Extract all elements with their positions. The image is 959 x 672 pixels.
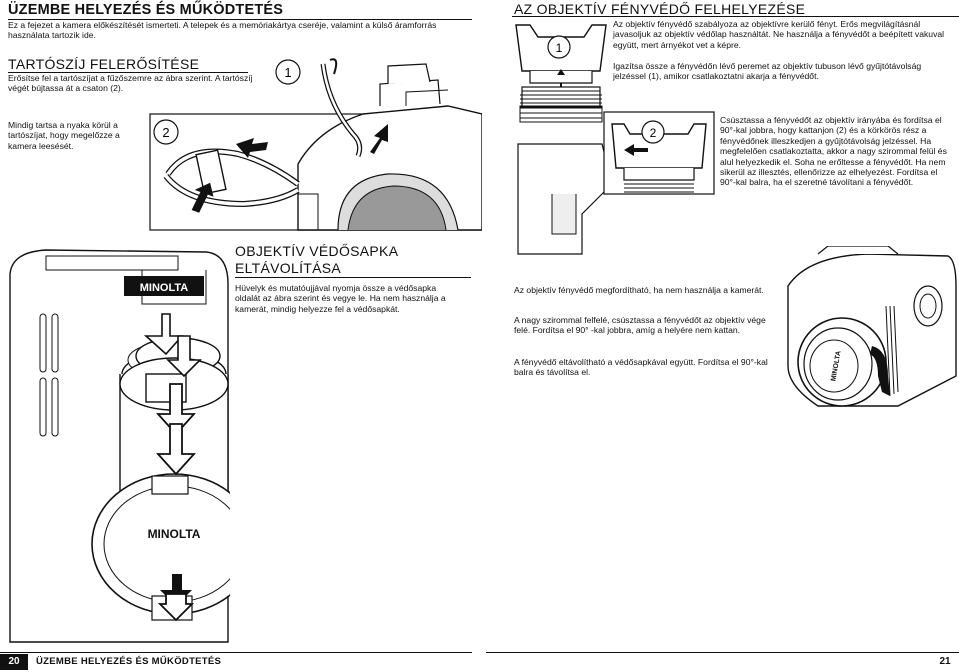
strap-step2-number: 2: [162, 125, 170, 140]
strap-step1-number: 1: [284, 65, 292, 80]
cap-text: Hüvelyk és mutatóujjával nyomja össze a védősapka oldalát az ábra szerint és vegye le. Ha nem használja a kamerát, mindig helyezze fel a védősapkát.: [235, 283, 446, 314]
hood-twist-illustration: [512, 104, 716, 256]
hood-attach-illustration: [512, 17, 610, 111]
reverse-text-1: Az objektív fényvédő megfordítható, ha nem használja a kamerát.: [514, 285, 764, 295]
hood-text-1: Az objektív fényvédő szabályoza az objektívre kerülő fényt. Erős megvilágításnál javasoljuk az objektív védőlap használtát. Ne használja a fényvédőt a beépített vakuval együtt, mert árnyékot vet a képre.: [613, 19, 945, 50]
strap-illustration: [148, 44, 482, 232]
reverse-text-3: A fényvédő eltávolítható a védősapkával együtt. Fordítsa el 90°-kal balra és távolítsa el.: [514, 357, 768, 378]
lens-cap-brand: MINOLTA: [147, 527, 201, 541]
cap-rule: [235, 277, 471, 278]
page-number-right: 21: [939, 656, 951, 667]
footer-rule-left: [0, 652, 472, 653]
hood-step1-number: 1: [555, 41, 563, 55]
camera-brand-top: MINOLTA: [139, 282, 189, 294]
strap-heading: TARTÓSZÍJ FELERŐSÍTÉSE: [8, 56, 200, 72]
lens-cap-illustration: [6, 244, 230, 648]
page-title: ÜZEMBE HELYEZÉS ÉS MŰKÖDTETÉS: [8, 2, 284, 18]
hood-step2-number: 2: [649, 126, 657, 140]
cap-heading-line2: ELTÁVOLÍTÁSA: [235, 260, 342, 276]
hood-text-2: Igazítsa össze a fényvédőn lévő peremet az objektív tubuson lévő gyűjtótávolság jelzéssel (1), amikor csatlakoztatni akarja a fényvédőt.: [613, 61, 922, 82]
page-number-left: 20: [0, 654, 28, 670]
strap-text: Erősítse fel a tartószíjat a fűzőszemre az ábra szerint. A tartószíj végét bújtassa át a csaton (2).: [8, 73, 253, 94]
footer-title: ÜZEMBE HELYEZÉS ÉS MŰKÖDTETÉS: [36, 656, 222, 667]
reversed-hood-illustration: [778, 246, 958, 410]
reverse-text-2: A nagy szirommal felfelé, csúsztassa a fényvédőt az objektív vége felé. Fordítsa el 90° -kal jobbra, amíg a helyére nem kattan.: [514, 315, 766, 336]
hood-text-3: Csúsztassa a fényvédőt az objektív irányába és fordítsa el 90°-kal jobbra, hogy kattanjon (2) és a körkörös rész a fényvédőnek illeszkedjen a gyűjtótávolság jelzéssel. Ha megfelelően csatlakoztatta, akkor a nagy szirommal felül és alul helyezkedik el. Soha ne erőltesse a fényvédőt. Ha nem sikerül az illesztés, ellenőrizze az elhelyezést. Fordítsa el 90°-kal balra, ha el szeretné távolítani a fényvédőt.: [720, 115, 947, 188]
chapter-intro: Ez a fejezet a kamera előkészítését ismerteti. A telepek és a memóriakártya cseréje, valamint a külső áramforrás használata tartozik ide.: [8, 20, 437, 41]
strap-note: Mindig tartsa a nyaka körül a tartószíjat, hogy megelőzze a kamera leesését.: [8, 120, 120, 151]
footer-rule-right: [486, 652, 959, 653]
cap-heading-line1: OBJEKTÍV VÉDŐSAPKA: [235, 243, 399, 259]
reversed-hood-brand: MINOLTA: [830, 350, 843, 382]
hood-heading: AZ OBJEKTÍV FÉNYVÉDŐ FELHELYEZÉSE: [514, 1, 806, 17]
